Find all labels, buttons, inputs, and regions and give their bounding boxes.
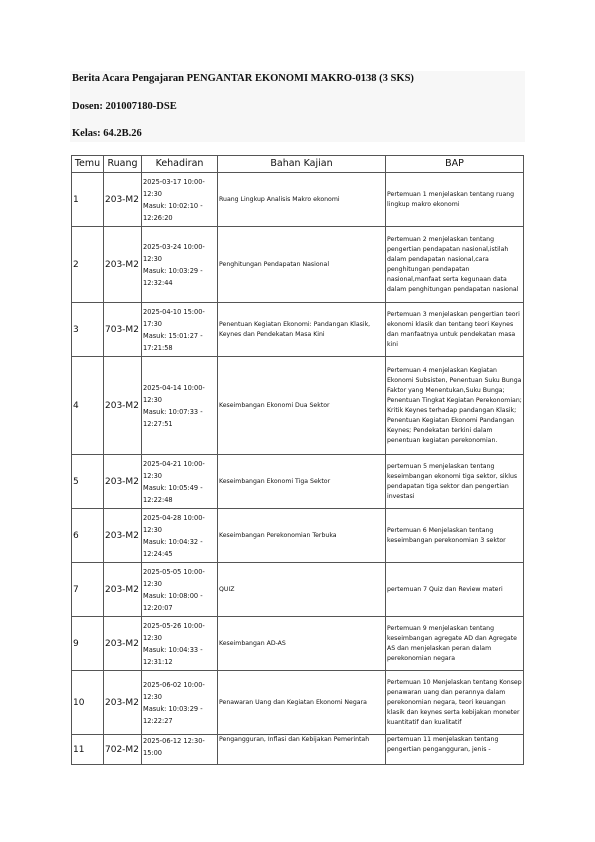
bap-cell: Pertemuan 10 Menjelaskan tentang Konsep penawaran uang dan perannya dalam perekonomian negara, teori keuangan klasik dan keynes serta kebijakan moneter kuantitatif dan kualitatif bbox=[386, 671, 524, 735]
kehadiran-cell bbox=[142, 173, 218, 227]
bahan-kajian-cell: Keseimbangan AD-AS bbox=[218, 617, 386, 671]
ruang-cell: 203-M2 bbox=[104, 227, 142, 303]
kehadiran-cell bbox=[142, 357, 218, 455]
temu-cell: 11 bbox=[72, 735, 104, 765]
table-row bbox=[72, 563, 524, 617]
jadwal-text: 2025-04-14 10:00-12:30 bbox=[143, 383, 205, 404]
col-header-bap: BAP bbox=[386, 156, 524, 173]
jadwal-text: 2025-06-02 10:00-12:30 bbox=[143, 680, 205, 701]
temu-cell: 5 bbox=[72, 455, 104, 509]
kehadiran-cell bbox=[142, 509, 218, 563]
jadwal-text: 2025-04-21 10:00-12:30 bbox=[143, 459, 205, 480]
ruang-cell: 203-M2 bbox=[104, 617, 142, 671]
masuk-text: Masuk: 10:08:00 - 12:20:07 bbox=[143, 591, 203, 612]
kehadiran-cell bbox=[142, 303, 218, 357]
masuk-text: Masuk: 10:02:10 - 12:26:20 bbox=[143, 201, 203, 222]
lecturer-line: Dosen: 201007180-DSE bbox=[72, 101, 177, 112]
kehadiran-cell bbox=[142, 671, 218, 735]
jadwal-text: 2025-05-26 10:00-12:30 bbox=[143, 621, 205, 642]
table-row bbox=[72, 671, 524, 735]
course-title: Berita Acara Pengajaran PENGANTAR EKONOMI MAKRO-0138 (3 SKS) bbox=[72, 73, 414, 84]
ruang-cell: 703-M2 bbox=[104, 303, 142, 357]
col-header-temu: Temu bbox=[72, 156, 104, 173]
masuk-text: Masuk: 10:05:49 - 12:22:48 bbox=[143, 483, 203, 504]
table-row bbox=[72, 455, 524, 509]
kehadiran-cell bbox=[142, 735, 218, 765]
jadwal-text: 2025-04-10 15:00-17:30 bbox=[143, 307, 205, 328]
bap-cell: Pertemuan 3 menjelaskan pengertian teori ekonomi klasik dan tentang teori Keynes dan manfaatnya untuk pendekatan masa kini bbox=[386, 303, 524, 357]
bahan-kajian-cell: Keseimbangan Perekonomian Terbuka bbox=[218, 509, 386, 563]
ruang-cell: 203-M2 bbox=[104, 509, 142, 563]
bap-cell: pertemuan 7 Quiz dan Review materi bbox=[386, 563, 524, 617]
jadwal-text: 2025-06-12 12:30-15:00 bbox=[143, 737, 205, 757]
bap-cell: Pertemuan 9 menjelaskan tentang keseimbangan agregate AD dan Agregate AS dan menjelaskan peran dalam perekonomian negara bbox=[386, 617, 524, 671]
ruang-cell: 203-M2 bbox=[104, 357, 142, 455]
masuk-text: Masuk: 10:04:33 - 12:31:12 bbox=[143, 645, 203, 666]
kehadiran-cell bbox=[142, 563, 218, 617]
bap-cell: pertemuan 11 menjelaskan tentang pengertian pengangguran, jenis - bbox=[386, 735, 524, 765]
table-row bbox=[72, 173, 524, 227]
bahan-kajian-cell: QUIZ bbox=[218, 563, 386, 617]
temu-cell: 6 bbox=[72, 509, 104, 563]
masuk-text: Masuk: 10:07:33 - 12:27:51 bbox=[143, 407, 203, 428]
kehadiran-cell bbox=[142, 617, 218, 671]
masuk-text: Masuk: 10:04:32 - 12:24:45 bbox=[143, 537, 203, 558]
masuk-text: Masuk: 15:01:27 - 17:21:58 bbox=[143, 331, 203, 352]
bap-cell: Pertemuan 2 menjelaskan tentang pengertian pendapatan nasional,istilah dalam pendapatan nasional,cara penghitungan pendapatan nasional,manfaat serta kegunaan data dalam penghitungan pendapatan nasional bbox=[386, 227, 524, 303]
temu-cell: 10 bbox=[72, 671, 104, 735]
table-row bbox=[72, 509, 524, 563]
bahan-kajian-cell: Pengangguran, Inflasi dan Kebijakan Pemerintah bbox=[218, 735, 386, 765]
bap-cell: Pertemuan 4 menjelaskan Kegiatan Ekonomi Subsisten, Penentuan Suku Bunga Faktor yang Menentukan,Suku Bunga; Penentuan Tingkat Kegiatan Perekonomian; Kritik Keynes terhadap pandangan Klasik; Penentuan Kegiatan Ekonomi Pandangan Keynes; Pendekatan terkini dalam penentuan kegiatan perekonomian. bbox=[386, 357, 524, 455]
jadwal-text: 2025-04-28 10:00-12:30 bbox=[143, 513, 205, 534]
bahan-kajian-cell: Penghitungan Pendapatan Nasional bbox=[218, 227, 386, 303]
kehadiran-cell bbox=[142, 455, 218, 509]
masuk-text: Masuk: 10:03:29 - 12:22:27 bbox=[143, 704, 203, 725]
jadwal-text: 2025-03-17 10:00-12:30 bbox=[143, 177, 205, 198]
bahan-kajian-cell: Keseimbangan Ekonomi Tiga Sektor bbox=[218, 455, 386, 509]
masuk-text: Masuk: 10:03:29 - 12:32:44 bbox=[143, 266, 203, 287]
col-header-kehadiran: Kehadiran bbox=[142, 156, 218, 173]
ruang-cell: 203-M2 bbox=[104, 455, 142, 509]
ruang-cell: 702-M2 bbox=[104, 735, 142, 765]
table-row bbox=[72, 357, 524, 455]
table-row bbox=[72, 617, 524, 671]
ruang-cell: 203-M2 bbox=[104, 563, 142, 617]
attendance-table bbox=[71, 155, 524, 765]
bap-cell: pertemuan 5 menjelaskan tentang keseimbangan ekonomi tiga sektor, siklus pendapatan tiga sektor dan pengertian investasi bbox=[386, 455, 524, 509]
temu-cell: 4 bbox=[72, 357, 104, 455]
bahan-kajian-cell: Penentuan Kegiatan Ekonomi: Pandangan Klasik, Keynes dan Pendekatan Masa Kini bbox=[218, 303, 386, 357]
table-header-row bbox=[72, 156, 524, 173]
bahan-kajian-cell: Ruang Lingkup Analisis Makro ekonomi bbox=[218, 173, 386, 227]
temu-cell: 2 bbox=[72, 227, 104, 303]
class-line: Kelas: 64.2B.26 bbox=[72, 128, 142, 139]
temu-cell: 1 bbox=[72, 173, 104, 227]
bap-cell: Pertemuan 6 Menjelaskan tentang keseimbangan perekonomian 3 sektor bbox=[386, 509, 524, 563]
bahan-kajian-cell: Penawaran Uang dan Kegiatan Ekonomi Negara bbox=[218, 671, 386, 735]
ruang-cell: 203-M2 bbox=[104, 671, 142, 735]
jadwal-text: 2025-03-24 10:00-12:30 bbox=[143, 242, 205, 263]
temu-cell: 3 bbox=[72, 303, 104, 357]
table-row bbox=[72, 735, 524, 765]
table-row bbox=[72, 227, 524, 303]
table-row bbox=[72, 303, 524, 357]
temu-cell: 7 bbox=[72, 563, 104, 617]
col-header-bahan-kajian: Bahan Kajian bbox=[218, 156, 386, 173]
bap-cell: Pertemuan 1 menjelaskan tentang ruang lingkup makro ekonomi bbox=[386, 173, 524, 227]
kehadiran-cell bbox=[142, 227, 218, 303]
document-header bbox=[70, 71, 525, 142]
bahan-kajian-cell: Keseimbangan Ekonomi Dua Sektor bbox=[218, 357, 386, 455]
ruang-cell: 203-M2 bbox=[104, 173, 142, 227]
col-header-ruang: Ruang bbox=[104, 156, 142, 173]
jadwal-text: 2025-05-05 10:00-12:30 bbox=[143, 567, 205, 588]
temu-cell: 9 bbox=[72, 617, 104, 671]
